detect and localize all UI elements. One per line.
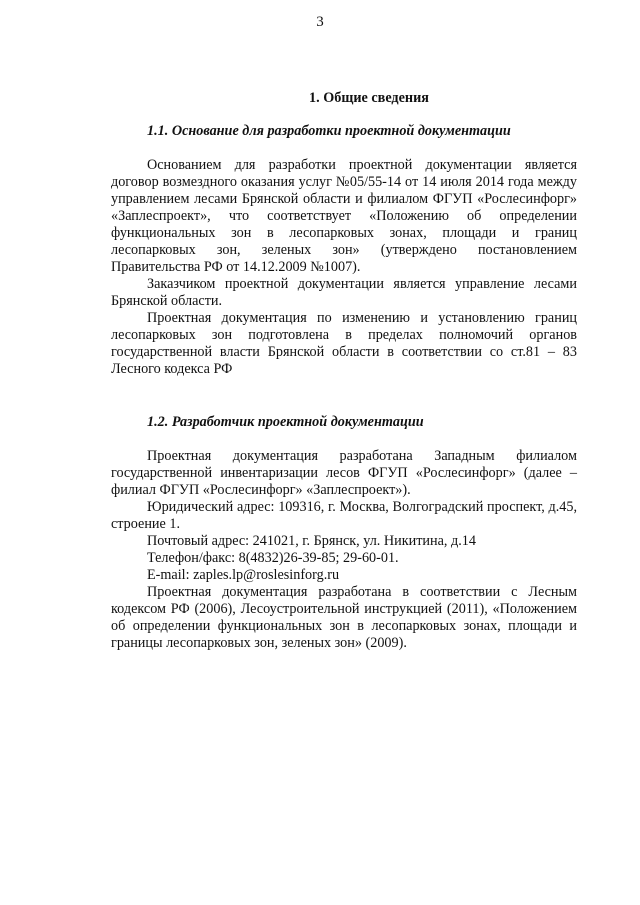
paragraph: Проектная документация по изменению и установлению границ лесопарковых зон подготовлена в пределах полномочий органов государственной власти Брянской области в соответствии со ст.81 – 83 Лесного кодекса РФ <box>111 310 577 377</box>
page-number: 3 <box>316 14 324 30</box>
paragraph: Основанием для разработки проектной документации является договор возмездного оказания услуг №05/55-14 от 14 июля 2014 года между управлением лесами Брянской области и филиалом ФГУП «Рослесинфорг» «Заплеспроект», что соответствует «Положению об определении функциональных зон в лесопарковых зонах, площади и границ лесопарковых зон, зеленых зон» (утверждено постановлением Правительства РФ от 14.12.2009 №1007). <box>111 157 577 275</box>
paragraph: Заказчиком проектной документации является управление лесами Брянской области. <box>111 276 577 309</box>
paragraph: Проектная документация разработана Западным филиалом государственной инвентаризации лесов ФГУП «Рослесинфорг» (далее – филиал ФГУП «Рослесинфорг» «Заплеспроект»). <box>111 448 577 498</box>
subsection-title-developer: 1.2. Разработчик проектной документации <box>147 414 424 430</box>
email: E-mail: zaples.lp@roslesinforg.ru <box>147 567 340 583</box>
section-title: 1. Общие сведения <box>309 90 429 106</box>
subsection-title-basis: 1.1. Основание для разработки проектной документации <box>147 123 511 139</box>
postal-address: Почтовый адрес: 241021, г. Брянск, ул. Никитина, д.14 <box>147 533 476 549</box>
document-body <box>111 90 577 652</box>
phone-fax: Телефон/факс: 8(4832)26-39-85; 29-60-01. <box>147 550 399 566</box>
paragraph: Проектная документация разработана в соответствии с Лесным кодексом РФ (2006), Лесоустроительной инструкцией (2011), «Положением об определении функциональных зон в лесопарковых зонах, площади и границы лесопарковых зон, зеленых зон» (2009). <box>111 584 577 651</box>
legal-address: Юридический адрес: 109316, г. Москва, Волгоградский проспект, д.45, строение 1. <box>111 499 577 532</box>
